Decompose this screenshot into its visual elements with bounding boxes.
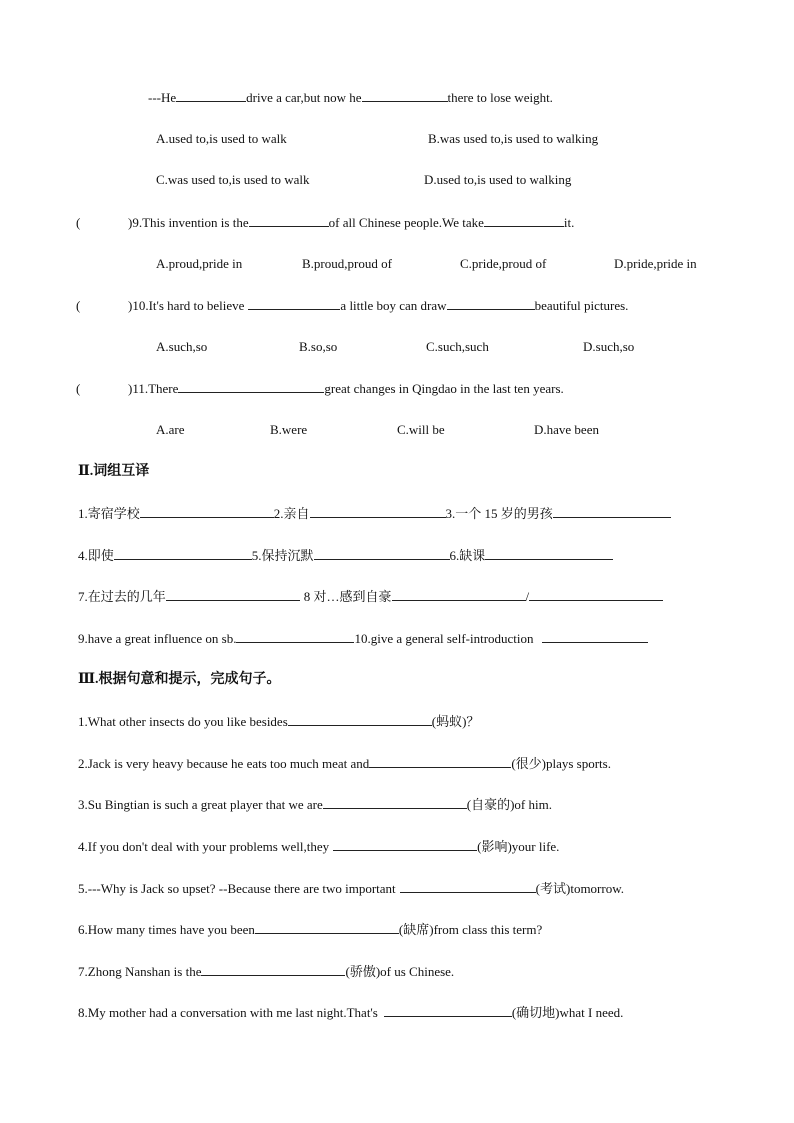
- sentence-2-text: 2.Jack is very heavy because he eats too much meat and: [78, 756, 370, 771]
- q10-answer-paren[interactable]: (: [76, 298, 81, 313]
- sentence-5-blank[interactable]: [400, 879, 536, 893]
- sentence-8-text: 8.My mother had a conversation with me last night.That's: [78, 1005, 378, 1020]
- sentence-5: [78, 879, 624, 898]
- sentence-7-blank[interactable]: [201, 962, 345, 976]
- q10-text-b: a little boy can draw: [340, 298, 447, 313]
- q9-stem: [76, 213, 574, 232]
- q11-text-a: )11.There: [128, 381, 179, 396]
- phrase-1-blank[interactable]: [140, 504, 274, 518]
- sentence-8: [78, 1003, 623, 1022]
- sentence-4: [78, 837, 559, 856]
- q8-option-c[interactable]: C.was used to,is used to walk: [156, 172, 310, 187]
- q10-option-a[interactable]: A.such,so: [156, 339, 208, 354]
- phrase-3: 3.一个 15 岁的男孩: [445, 506, 553, 521]
- q10-text-c: beautiful pictures.: [534, 298, 629, 313]
- section-2-row-2: [78, 546, 613, 565]
- sentence-1-text: 1.What other insects do you like besides: [78, 714, 288, 729]
- q10-option-d[interactable]: D.such,so: [583, 339, 635, 354]
- q11-blank-1[interactable]: [178, 379, 324, 393]
- sentence-5-hint: (考试)tomorrow.: [535, 881, 625, 896]
- sentence-8-hint: (确切地)what I need.: [511, 1005, 624, 1020]
- phrase-10: 10.give a general self-introduction: [354, 631, 534, 646]
- q8-text-a: ---He: [148, 90, 177, 105]
- sentence-1-hint: (蚂蚁)？: [431, 714, 480, 729]
- section-2-row-3: [78, 587, 663, 606]
- sentence-6-hint: (缺席)from class this term?: [398, 922, 543, 937]
- sentence-3-hint: (自豪的)of him.: [466, 797, 552, 812]
- sentence-3: [78, 795, 552, 814]
- sentence-6-blank[interactable]: [255, 920, 399, 934]
- sentence-2: [78, 754, 611, 773]
- q10-stem: [76, 296, 628, 315]
- phrase-1: 1.寄宿学校: [78, 506, 140, 521]
- q8-option-b[interactable]: B.was used to,is used to walking: [428, 131, 599, 146]
- q10-option-c[interactable]: C.such,such: [426, 339, 489, 354]
- phrase-8: 8 对…感到自豪: [303, 589, 392, 604]
- q8-stem: [148, 88, 553, 107]
- q11-option-a[interactable]: A.are: [156, 422, 185, 437]
- phrase-8-blank-a[interactable]: [392, 587, 526, 601]
- section-2-title: Ⅱ.词组互译: [78, 464, 150, 479]
- q11-text-b: great changes in Qingdao in the last ten years.: [324, 381, 564, 396]
- q9-blank-1[interactable]: [249, 213, 329, 227]
- phrase-4: 4.即使: [78, 548, 114, 563]
- sentence-5-text: 5.---Why is Jack so upset? --Because there are two important: [78, 881, 396, 896]
- q11-stem: [76, 379, 564, 398]
- q9-text-b: of all Chinese people.We take: [328, 215, 484, 230]
- phrase-8-slash: /: [525, 589, 530, 604]
- q9-answer-paren[interactable]: (: [76, 215, 81, 230]
- q8-blank-1[interactable]: [176, 88, 246, 102]
- q10-blank-1[interactable]: [248, 296, 340, 310]
- phrase-2-blank[interactable]: [310, 504, 446, 518]
- sentence-7-hint: (骄傲)of us Chinese.: [345, 964, 455, 979]
- section-2-row-1: [78, 504, 671, 523]
- q8-option-d[interactable]: D.used to,is used to walking: [424, 172, 572, 187]
- phrase-9: 9.have a great influence on sb.: [78, 631, 237, 646]
- q9-text-a: )9.This invention is the: [128, 215, 249, 230]
- q8-option-a[interactable]: A.used to,is used to walk: [156, 131, 287, 146]
- section-2-row-4: [78, 629, 648, 648]
- phrase-10-blank[interactable]: [542, 629, 648, 643]
- phrase-9-blank[interactable]: [236, 629, 354, 643]
- sentence-4-hint: (影响)your life.: [477, 839, 560, 854]
- sentence-1-blank[interactable]: [288, 712, 432, 726]
- phrase-6: 6.缺课: [449, 548, 486, 563]
- phrase-4-blank[interactable]: [114, 546, 252, 560]
- phrase-2: 2.亲自: [273, 506, 310, 521]
- sentence-8-blank[interactable]: [384, 1003, 512, 1017]
- q11-answer-paren[interactable]: (: [76, 381, 81, 396]
- sentence-2-blank[interactable]: [369, 754, 511, 768]
- q9-text-c: it.: [563, 215, 575, 230]
- phrase-5: 5.保持沉默: [251, 548, 314, 563]
- phrase-3-blank[interactable]: [553, 504, 671, 518]
- q9-option-b[interactable]: B.proud,proud of: [302, 256, 392, 271]
- phrase-7-blank[interactable]: [166, 587, 300, 601]
- q9-blank-2[interactable]: [484, 213, 564, 227]
- q8-text-c: there to lose weight.: [447, 90, 553, 105]
- q9-option-d[interactable]: D.pride,pride in: [614, 256, 697, 271]
- sentence-6-text: 6.How many times have you been: [78, 922, 255, 937]
- sentence-7: [78, 962, 454, 981]
- q11-option-c[interactable]: C.will be: [397, 422, 445, 437]
- sentence-4-blank[interactable]: [333, 837, 477, 851]
- q11-option-d[interactable]: D.have been: [534, 422, 599, 437]
- q11-option-b[interactable]: B.were: [270, 422, 308, 437]
- q10-text-a: )10.It's hard to believe: [128, 298, 245, 313]
- q8-blank-2[interactable]: [362, 88, 448, 102]
- sentence-1: [78, 712, 479, 731]
- phrase-5-blank[interactable]: [314, 546, 450, 560]
- section-3-title: Ⅲ.根据句意和提示，完成句子。: [78, 672, 281, 687]
- phrase-8-blank-b[interactable]: [529, 587, 663, 601]
- q8-text-b: drive a car,but now he: [246, 90, 362, 105]
- q10-option-b[interactable]: B.so,so: [299, 339, 338, 354]
- sentence-7-text: 7.Zhong Nanshan is the: [78, 964, 202, 979]
- sentence-6: [78, 920, 542, 939]
- q9-option-a[interactable]: A.proud,pride in: [156, 256, 243, 271]
- sentence-3-blank[interactable]: [323, 795, 467, 809]
- q10-blank-2[interactable]: [447, 296, 535, 310]
- q9-option-c[interactable]: C.pride,proud of: [460, 256, 547, 271]
- sentence-4-text: 4.If you don't deal with your problems well,they: [78, 839, 330, 854]
- phrase-7: 7.在过去的几年: [78, 589, 166, 604]
- phrase-6-blank[interactable]: [485, 546, 613, 560]
- sentence-2-hint: (很少)plays sports.: [511, 756, 611, 771]
- sentence-3-text: 3.Su Bingtian is such a great player that we are: [78, 797, 323, 812]
